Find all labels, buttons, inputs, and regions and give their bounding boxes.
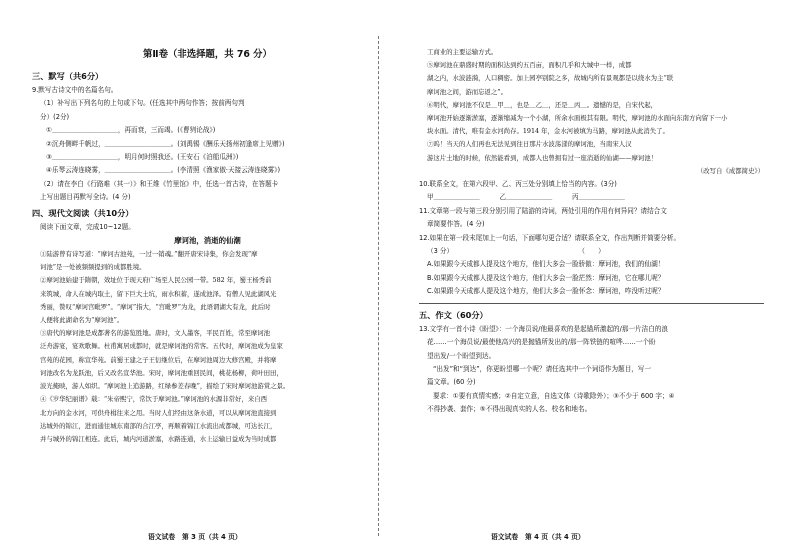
article-line: 游这片土地的时候，依然能看到，成都人也曾拥有过一座消逝的仙湖——摩诃池！ bbox=[427, 153, 658, 162]
q12-line: （3 分） （ ） bbox=[427, 247, 605, 256]
q9-1-c: ③＿＿＿＿＿＿＿＿＿＿，明月何时照我还。(王安石《泊船瓜洲》) bbox=[46, 153, 239, 162]
article-line: 工商业的主要运输方式。 bbox=[427, 48, 498, 56]
article-line: 泛舟游宴，宴欢歌舞。杜甫寓居成都时，就是摩诃池的常客。五代时，摩诃池成为皇家 bbox=[40, 342, 283, 351]
article-line: 秀丽，赞叹“摩诃宫毗罗”。“摩诃”指大，“宫毗罗”为龙，此语谓湖大有龙，此后时 bbox=[40, 302, 271, 311]
article-line: ⑤摩诃池在鼎盛时期的面积达到约五百亩，面积几乎和大城中一样，成都 bbox=[427, 61, 632, 70]
q11-line: 章简要作答。(4 分) bbox=[427, 220, 485, 229]
q12-option-b: B.如果跟今天成都人提及这个地方，他们大多会一脸茫然：摩诃池，它在哪儿呢？ bbox=[427, 273, 665, 282]
article-source: （改写自《成都简史》） bbox=[696, 166, 764, 175]
q12-line: 12.如果在第一段末尾加上一句话，下面哪句更合适？请联系全文，作出判断并简要分析。 bbox=[419, 233, 681, 242]
article-line: 诃池改名为龙跃池，后又改名宣华池。宋时，摩诃池重回民间，桃花杨柳，荷叶田田， bbox=[40, 368, 283, 377]
q9-1-d: ④乐琴云涛连晓雾，＿＿＿＿＿＿＿＿＿＿。(李清照《渔家傲·天接云涛连晓雾》) bbox=[46, 166, 281, 175]
article-line: ③唐代的摩诃池是成都著名的游览胜地。唐时，文人墨客，平民百姓，常至摩诃池 bbox=[40, 329, 271, 338]
article-line: ④《岁华纪丽谱》载：“朱帝熙宁，常饮于摩诃池。”摩诃池的水源非常好，来自西 bbox=[40, 395, 268, 404]
q9-stem: 9.默写古诗文中的名篇名句。 bbox=[32, 86, 118, 94]
q9-2-cont: 上写出题目再默写全诗。(4 分) bbox=[40, 193, 131, 202]
article-line: 北方向的金水河，可供舟楫往来之用。当时人们经由这条水道，可以从摩诃池直接到 bbox=[40, 408, 277, 417]
article-line: ⑦呜！当天的人们再也无法见到往日那片水波荡漾的摩诃池，当南宋人汉 bbox=[427, 140, 632, 149]
part-title: 第Ⅱ卷（非选择题，共 76 分） bbox=[143, 49, 272, 60]
article-line: ②摩诃池始建于隋朝，效址位于现天府广场至人民公园一带。582 年，蜀王杨秀前 bbox=[40, 276, 272, 285]
article-line: 块水面。清代，唯有金水河尚存。1914 年，金水河被填为马路，摩诃池从此消失了。 bbox=[427, 127, 669, 136]
section-rule bbox=[419, 303, 764, 304]
article-line: 达城外的锦江，进而通往城东南部的合江亭，再顺着锦江水流出成都城，可达长江， bbox=[40, 421, 277, 430]
q9-1-score: 分）(2分) bbox=[40, 112, 70, 121]
q13-requirement: 要求：①要有真情实感；②自定立意，自选文体（诗歌除外）；③不少于 600 字；④ bbox=[433, 391, 675, 400]
q12-option-c: C.如果跟今天成都人提及这个地方，他们大多会一脸怀念：摩诃池，咋没听过呢？ bbox=[427, 287, 665, 296]
q9-1-b: ②沉舟侧畔千帆过，＿＿＿＿＿＿＿＿＿＿。(刘禹锡《酬乐天扬州初逢席上见赠》) bbox=[46, 139, 285, 148]
section-heading-3: 三、默写（共6分） bbox=[32, 71, 104, 81]
article-title: 摩诃池，消逝的仙潮 bbox=[174, 236, 241, 246]
article-line: 宫苑的花园，称宣华苑。前蜀王建之子王衍继位后，在摩诃池周边大修宫殿，并将摩 bbox=[40, 355, 277, 364]
section-heading-5: 五、作文（60分） bbox=[419, 309, 488, 320]
article-line: 来筑城，命人在城内取土，留下巨大土坑，雨水积蓄，遂成池泽。有僧人见此湖风光 bbox=[40, 289, 277, 298]
q13-line: “出发”和“到达”，你更盼望哪一个呢？请任选其中一个词语作为题目，写一 bbox=[433, 364, 652, 373]
article-line: 摩诃池之间，游而忘返之”。 bbox=[427, 87, 507, 96]
page-4 bbox=[397, 0, 794, 560]
page-footer-4: 语文试卷 第 4 页（共 4 页） bbox=[491, 533, 585, 541]
article-line: 湖之内，水波涟漪，人口稠密。加上园亭别院之多，故城内所有景观都是以绕水为主“联 bbox=[427, 74, 674, 83]
q13-line: 13.文学有一首小诗《盼望》：一个海员说/他最喜欢的是起锚所激起的/那一片洁白的浪 bbox=[419, 324, 669, 333]
q9-1-a: ①＿＿＿＿＿＿＿＿＿＿，再而衰，三而竭。(《曹刿论战》) bbox=[46, 126, 216, 135]
q13-line: 篇文章。(60 分) bbox=[427, 378, 476, 387]
q13-line: 望出发/一个盼望到达。 bbox=[427, 351, 496, 360]
article-line: 波光掩映，游人如织。“摩诃池上追游路，红绿参差春晚”，描绘了宋时摩诃池游赏之景。 bbox=[40, 382, 290, 391]
q10-blanks: 甲＿＿＿＿＿＿＿ 乙＿＿＿＿＿＿＿ 丙＿＿＿＿＿＿＿ bbox=[427, 193, 625, 202]
article-line: ⑥明代，摩诃池不仅是＿甲＿，也是＿乙＿，还是＿丙＿。遗憾的是，自宋代起， bbox=[427, 100, 658, 109]
article-line: 摩诃池开始逐渐淤塞，逐渐缩减为一个小湖，所余水面极其有限。明代，摩诃池的水面向东南方向留下一小 bbox=[427, 114, 728, 123]
q13-requirement: 不得抄袭、套作；⑤不得出现真实的人名、校名和地名。 bbox=[427, 405, 592, 414]
article-line: 人便将此湖命名为“摩诃池”。 bbox=[40, 316, 124, 325]
reading-intro: 阅读下面文章，完成10~12题。 bbox=[40, 222, 135, 231]
q10: 10.联系全文，在第六段甲、乙、丙三处分别填上恰当的内容。(3分) bbox=[419, 180, 617, 189]
article-line: 诃池”是一处被频频提到的成都胜境。 bbox=[40, 263, 146, 272]
q12-option-a: A.如果跟今天成都人提及这个地方，他们大多会一脸骄傲：摩诃池，我们的仙湖！ bbox=[427, 260, 665, 269]
article-line: 并与城外的锦江相连。此后，城内河道淤塞，水路连通，水上运输日益成为当时成都 bbox=[40, 434, 277, 443]
section-heading-4: 四、现代文阅读（共10分） bbox=[32, 207, 134, 218]
page-footer-3: 语文试卷 第 3 页（共 4 页） bbox=[148, 533, 242, 541]
q11-line: 11.文章第一段与第三段分别引用了陆游的诗词，两处引用的作用有何异同？请结合文 bbox=[419, 206, 667, 215]
article-line: ①陆游曾有诗写道：“摩诃古池苑，一过一销魂。”翻开唐宋诗集，你会发现“摩 bbox=[40, 250, 258, 259]
q9-1-stem: （1）补写出下列名句的上句或下句。(任选其中两句作答；按前两句判 bbox=[40, 99, 245, 108]
q13-line: 花……一个海员说/最使他高兴的是抛锚所发出的/那一阵铁链的喧哗……一个盼 bbox=[427, 338, 656, 347]
q9-2-stem: （2）请在李白《行路难（其一）》和王维《竹里馆》中，任选一首古诗，在答题卡 bbox=[40, 179, 279, 188]
